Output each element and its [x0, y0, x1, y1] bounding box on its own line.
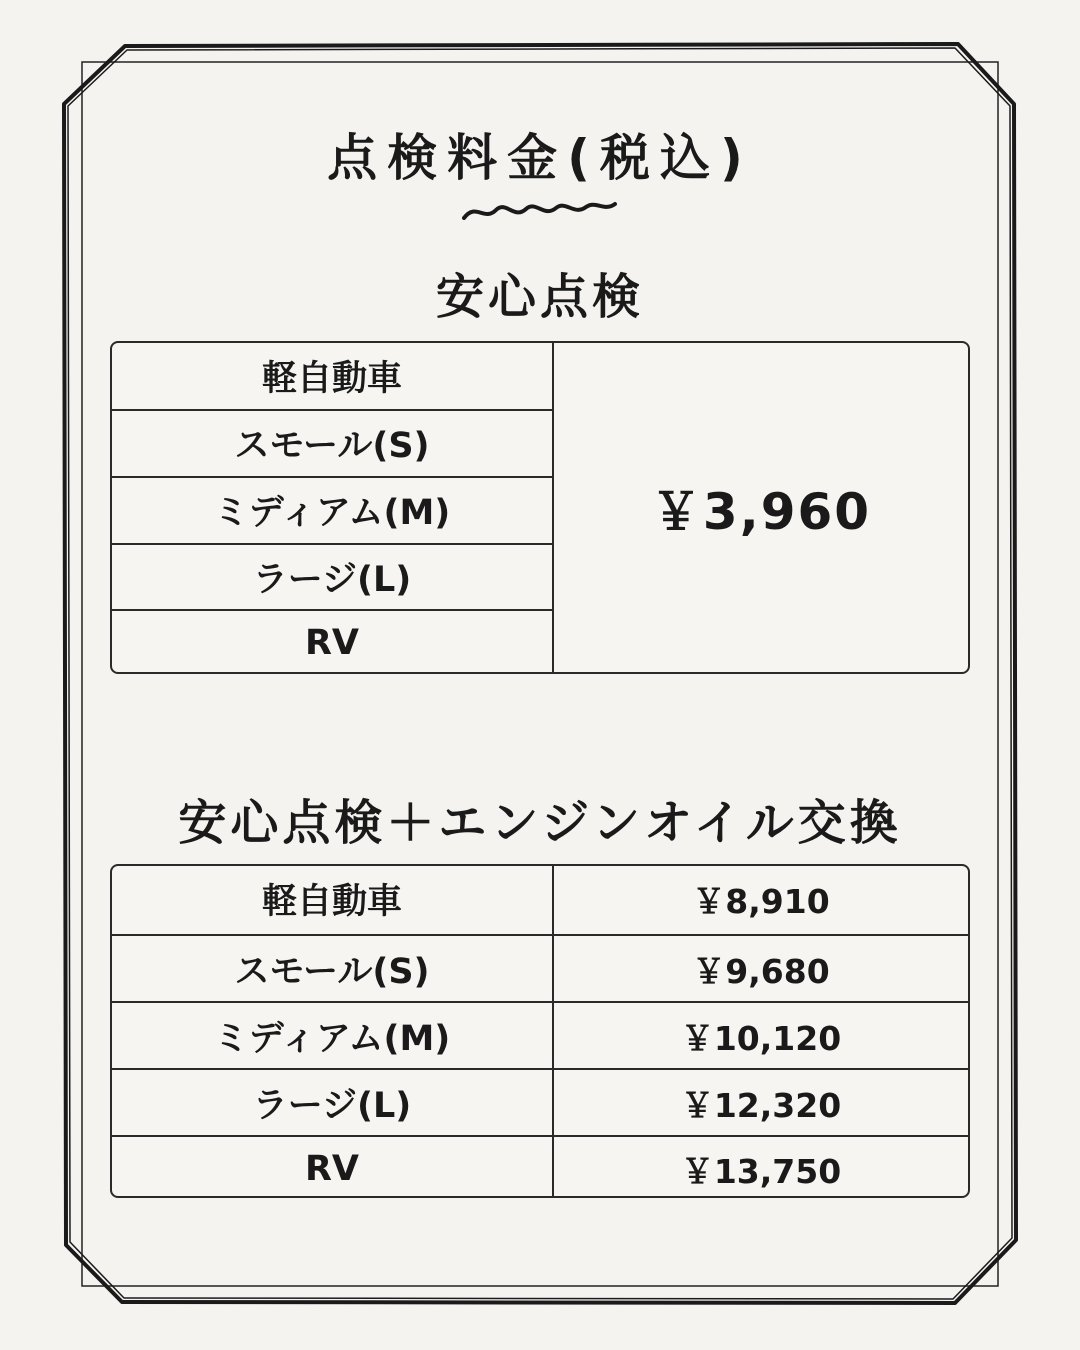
vehicle-cell: 軽自動車 — [261, 882, 402, 922]
vehicle-cell: ラージ(L) — [252, 1086, 412, 1126]
vehicle-cell: スモール(S) — [234, 426, 430, 466]
vehicle-cell: ミディアム(M) — [213, 1019, 451, 1059]
price-cell: ￥8,910 — [692, 881, 830, 921]
decorative-squiggle — [462, 196, 617, 226]
vehicle-cell: スモール(S) — [234, 952, 430, 992]
price-cell: ￥10,120 — [680, 1018, 842, 1058]
price-cell: ￥9,680 — [692, 951, 830, 991]
vehicle-cell: ミディアム(M) — [213, 493, 451, 533]
page-title: 点検料金(税込) — [327, 129, 753, 187]
section2-heading: 安心点検＋エンジンオイル交換 — [178, 795, 902, 851]
basic-inspection-table — [110, 341, 970, 674]
vehicle-cell: ラージ(L) — [252, 560, 412, 600]
section1-heading: 安心点検 — [435, 269, 644, 325]
vehicle-column — [112, 343, 552, 672]
price-cell: ￥13,750 — [680, 1151, 842, 1191]
price-cell: ￥12,320 — [680, 1085, 842, 1125]
vehicle-cell: 軽自動車 — [261, 359, 402, 399]
column-divider — [552, 866, 554, 1196]
vehicle-cell: RV — [304, 623, 360, 663]
price-cell: ￥3,960 — [650, 482, 872, 541]
vehicle-cell: RV — [304, 1149, 360, 1189]
inspection-oil-table — [110, 864, 970, 1198]
